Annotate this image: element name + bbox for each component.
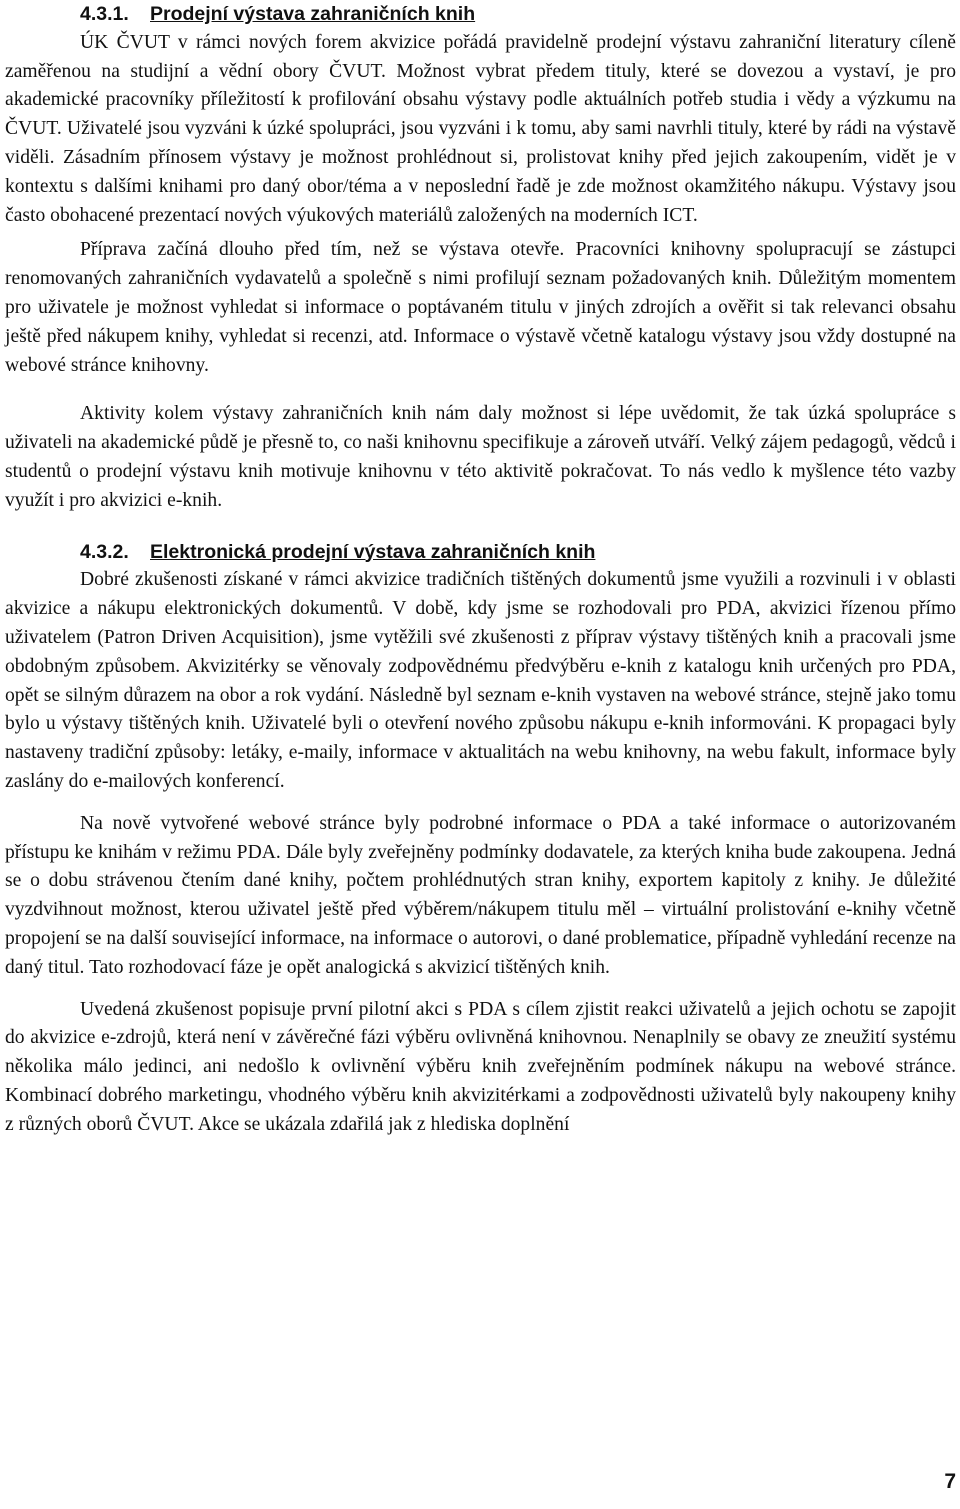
paragraph: Uvedená zkušenost popisuje první pilotní akci s PDA s cílem zjistit reakci uživatelů a jejich ochotu se zapojit do akvizice e-zdrojů, která není v závěrečné fázi výběru ovlivněná knihovnou. Nenaplnily se obavy ze zneužití systému několika málo jedinci, ani nedošlo k ovlivnění výběru knih zveřejněním podmínek nákupu na webové stránce. Kombinací dobrého marketingu, vhodného výběru knih akvizitérkami a zodpovědnosti uživatelů byly nakoupeny knihy z různých oborů ČVUT. Akce se ukázala zdařilá jak z hlediska doplnění <box>5 998 956 1135</box>
paragraph: Příprava začíná dlouho před tím, než se výstava otevře. Pracovníci knihovny spolupracují se zástupci renomovaných zahraničních vydavatelů a společně s nimi profilují seznam požadovaných knih. Důležitým momentem pro uživatele je možnost vyhledat si informace o poptávaném titulu v jiných zdrojích a ověřit si tak relevanci obsahu ještě před nákupem knihy, vyhledat si recenzi, atd. Informace o výstavě včetně katalogu výstavy jsou vždy dostupné na webové stránce knihovny. <box>5 239 956 376</box>
section-heading <box>5 538 956 567</box>
section-number: 4.3.1. <box>80 3 129 25</box>
section-heading <box>5 0 956 29</box>
paragraph: ÚK ČVUT v rámci nových forem akvizice pořádá pravidelně prodejní výstavu zahraniční literatury cíleně zaměřenou na studijní a vědní obory ČVUT. Možnost vybrat předem tituly, které se dovezou a vystaví, je pro akademické pracovníky příležitostí k profilování obsahu výstavy podle aktuálních potřeb studia i vědy a výzkumu na ČVUT. Uživatelé jsou vyzváni k úzké spolupráci, jsou vyzváni i k tomu, aby sami navrhli tituly, které by rádi na výstavě viděli. Zásadním přínosem výstavy je možnost prohlédnout si, prolistovat knihy před jejich zakoupením, vidět je v kontextu s dalšími knihami pro daný obor/téma a v neposlední řadě je zde možnost okamžitého nákupu. Výstavy jsou často obohacené prezentací nových výukových materiálů založených na moderních ICT. <box>5 31 956 226</box>
paragraph: Dobré zkušenosti získané v rámci akvizice tradičních tištěných dokumentů jsme využili a rozvinuli i v oblasti akvizice a nákupu elektronických dokumentů. V době, kdy jsme se rozhodovali pro PDA, akvizici řízenou přímo uživatelem (Patron Driven Acquisition), jsme vytěžili své zkušenosti z příprav výstavy tištěných knih a pracovali jsme obdobným způsobem. Akvizitérky se věnovaly zodpovědnému předvýběru e-knih z katalogu knih určených pro PDA, opět se silným důrazem na obor a rok vydání. Následně byl seznam e-knih vystaven na webové stránce, stejně jako tomu bylo u výstavy tištěných knih. Uživatelé byli o otevření nového způsobu nákupu e-knih informováni. K propagaci byly nastaveny tradiční způsoby: letáky, e-maily, informace v aktualitách na webu knihovny, na webu fakult, informace byly zaslány do e-mailových konferencí. <box>5 569 956 792</box>
section-title: Prodejní výstava zahraničních knih <box>150 3 476 25</box>
page-number: 7 <box>944 1470 956 1493</box>
section-number: 4.3.2. <box>80 540 129 563</box>
paragraph: Na nově vytvořené webové stránce byly podrobné informace o PDA a také informace o autorizovaném přístupu ke knihám v režimu PDA. Dále byly zveřejněny podmínky dodavatele, za kterých kniha bude zakoupena. Jedná se o dobu strávenou čtením dané knihy, počtem prohlédnutých stran knihy, exportem kapitoly z knihy. Je důležité vyzdvihnout možnost, kterou uživatel ještě před výběrem/nákupem titulu měl – virtuální prolistování e-knihy včetně propojení se na další související informace, na informace o autorovi, o dané problematice, případně vyhledání recenze na daný titul. Tato rozhodovací fáze je opět analogická s akvizicí tištěných knih. <box>5 812 956 978</box>
section-title: Elektronická prodejní výstava zahraničních knih <box>150 540 596 563</box>
paragraph: Aktivity kolem výstavy zahraničních knih nám daly možnost si lépe uvědomit, že tak úzká spolupráce s uživateli na akademické půdě je přesně to, co naši knihovnu specifikuje a zároveň utváří. Velký zájem pedagogů, vědců i studentů o prodejní výstavu knih motivuje knihovnu v této aktivitě pokračovat. To nás vedlo k myšlence této vazby využít i pro akvizici e-knih. <box>5 403 956 511</box>
